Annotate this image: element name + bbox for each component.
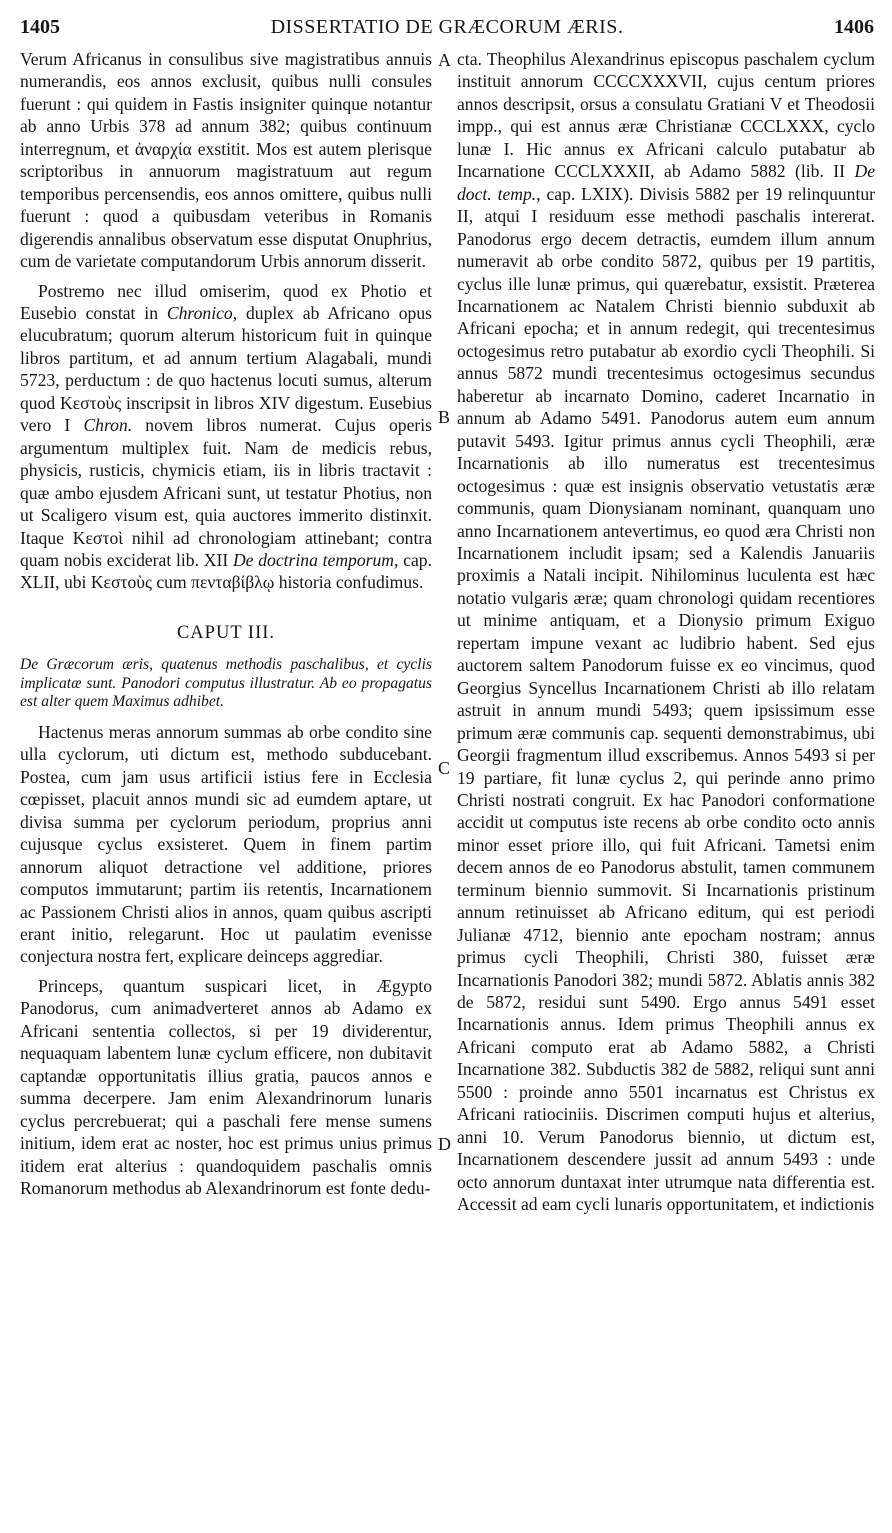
running-title: DISSERTATIO DE GRÆCORUM ÆRIS.	[270, 16, 624, 38]
left-column	[20, 48, 432, 1199]
title-chron: Chron.	[83, 415, 133, 436]
title-de-doctrina: De doctrina temporum	[232, 549, 394, 570]
right-column	[457, 48, 875, 1216]
margin-marker-d: D	[438, 1134, 451, 1154]
paragraph-theophilus-cycle: cta. Theophilus Alexandrinus episcopus paschalem cyclum instituit annorum CCCCXXXVII, cujus centum priores annos descripsit, orsus a consulatu Gratiani V et Theodosii impp., qui est annus æræ Christianæ CCCLXXX, cyclo lunæ I. Hic annus ex Africani calculo putabatur ab Incarnatione CCCLXXXII, ab Adamo 5882 (lib. II De doct. temp., cap. LXIX). Divisis 5882 per 19 relinquuntur II, atqui I residuum esse methodi paschalis intererat. Panodorus ergo decem detractis, eumdem illum annum numeravit ab orbe condito 5872, quibus per 19 partitis, cyclus ille lunæ primus, qui quærebatur, exsistit. Præterea Incarnationem ac Natalem Christi biennio subduxit ab Africani epocha; et in annum redegit, qui trecentesimus octogesimus retro putabatur ab exordio cycli Theophili. Si annus 5872 mundi trecentesimus octogesimus secundus haberetur ab incarnato Domino, caderet Incarnatio in annum ab Adamo 5491. Panodorus autem eum annum putavit 5493. Igitur primus annus cycli Theophili, æræ Incarnationis ab illo numeratus est trecentesimus octogesimus : quæ est insignis observatio vetustatis æræ communis, quam Dionysianam nominant, quanquam uno anno Incarnationem antevertimus, eo quod æra Christi non Incarnationem includit ipsam; sed a Kalendis Januariis proximis a Natali incipit. Nihilominus luculenta est hæc notatio vulgaris æræ; quam chronologi quidam recentiores ut minime antiquam, et a Dionysio primum Exiguo repertam impune vexant ac ludibrio habent. Sed ejus auctorem saltem Panodorum fuisse ex eo vincimus, quod Georgius Syncellus Incarnationem Christi ab illo relatam astruit in annum mundi 5493; quem ipsissimum esse primum æræ communis cap. sequenti demonstrabimus, ubi Georgii fragmentum illud exscribemus. Annos 5493 si per 19 partiare, fit lunæ cyclus 2, qui perinde anno primo Christi nostrati congruit. Ex hac Panodori conformatione accidit ut computus iste recens ab orbe condito octo annis minor esset priore illo, qui fuit Africani. Tametsi enim decem annos de eo Panodorus abstulit, tamen communem terminum biennio summovit. Si Incarnationis pristinum annum retinuisset ab Africano editum, qui est periodi Julianæ 4712, biennio ante epocham nostram; annus primus cycli Theophili, Christi 380, fuisset æræ Incarnationis Panodori 382; mundi 5872. Ablatis annis 382 de 5872, residui sunt 5490. Ergo annus 5491 esset Incarnationis annus. Idem primus Theophili annus ex Africani computo erat ab Adamo 5882, a Christi Incarnatione 382. Subductis 382 de 5882, reliqui sunt anni 5500 : proinde anno 5501 incarnatus est Christus ex Africani ratiociniis. Discrimen computi hujus et alterius, anni 10. Verum Panodorus biennio, ut dictum est, Incarnationem descendere jussit ad annum 5493 : unde octo annorum duntaxat inter utrumque nata differentia est. Accessit ad eam cycli lunaris opportunitatem, et indictionis	[457, 49, 876, 1215]
paragraph-hactenus: Hactenus meras annorum summas ab orbe condito sine ulla cyclorum, uti dictum est, methodo subducebant. Postea, cum jam usus artificii istius fere in Ecclesia cœpisset, placuit annos mundi sic ad eumdem aptare, ut divisa summa per cyclorum periodum, proprius anni cujusque cyclus exsisteret. Quem in finem partim annorum aliquot detractione vel additione, priores computos immutarunt; partim iis retentis, Incarnationem ac Passionem Christi alios in annos, quam quibus ascripti erant initio, relegarunt. Hoc ut paulatim evenisse conjectura nostra fert, explicare deinceps aggrediar.	[20, 721, 432, 967]
margin-marker-a: A	[438, 50, 451, 70]
margin-marker-c: C	[438, 758, 451, 778]
paragraph-africanus-consules: Verum Africanus in consulibus sive magistratibus annuis numerandis, eos annos exclusit, quibus nulli consules fuerunt : qui quidem in Fastis insigniter quinque notantur ab anno Urbis 378 ad annum 382; quibus continuum interregnum, et ἀναρχία exstitit. Mos est autem plerisque scriptoribus in annuorum magistratuum aut regum temporibus percensendis, eos annos omittere, quibus nulli fuerunt : quod a quibusdam veteribus in Romanis digerendis annalibus observatum esse disputat Onuphrius, cum de varietate computandorum Urbis annorum disserit.	[20, 49, 432, 272]
page-number-right: 1406	[834, 16, 874, 38]
running-header	[20, 16, 874, 42]
paragraph-panodorus: Princeps, quantum suspicari licet, in Ægypto Panodorus, cum animadverteret annos ab Adamo ex Africani sententia collectos, si per 19 dividerentur, nequaquam labentem lunæ cyclum efficere, non dubitavit captandæ opportunitatis illius gratia, paucos annos e summa decerpere. Jam enim Alexandrinorum lunaris cyclus percrebuerat; qui a paschali fere mense sumens initium, idem erat ac noster, hoc est primus unius primus itidem erat alterius : quandoquidem paschalis omnis Romanorum methodus ab Alexandrinorum est fonte dedu-	[20, 975, 432, 1198]
paragraph-opus-africani: Postremo nec illud omiserim, quod ex Photio et Eusebio constat in Chronico, duplex ab Africano opus elucubratum; quorum alterum historicum fuit in quinque libros partitum, et ad annum tertium Alagabali, mundi 5723, perductum : de quo hactenus locuti sumus, alterum quod Κεστοὺς inscripsit in libros XIV digestum. Eusebius vero I Chron. novem libros numerat. Cujus operis argumentum multiplex fuit. Nam de medicis rebus, physicis, rusticis, chymicis etiam, iis in libris tractavit : quæ ambo ejusdem Africani sunt, ut testatur Photius, non ut Scaligero visum est, quia auctores immerito distinxit. Itaque Κεστοὶ nihil ad chronologiam attinebant; contra quam nobis exciderat lib. XII De doctrina temporum, cap. XLII, ubi Κεστοὺς cum πενταβίβλῳ historia confudimus.	[20, 280, 432, 593]
chapter-title: CAPUT III.	[176, 622, 276, 643]
chapter-summary: De Græcorum æris, quatenus methodis paschalibus, et cyclis implicatæ sunt. Panodori computus illustratur. Ab eo propagatus est alter quem Maximus adhibet.	[20, 656, 432, 710]
margin-marker-b: B	[438, 407, 451, 427]
title-chronico: Chronico	[166, 302, 233, 323]
title-de-doct-temp: De doct. temp.	[457, 161, 875, 204]
page-number-left: 1405	[20, 16, 60, 38]
